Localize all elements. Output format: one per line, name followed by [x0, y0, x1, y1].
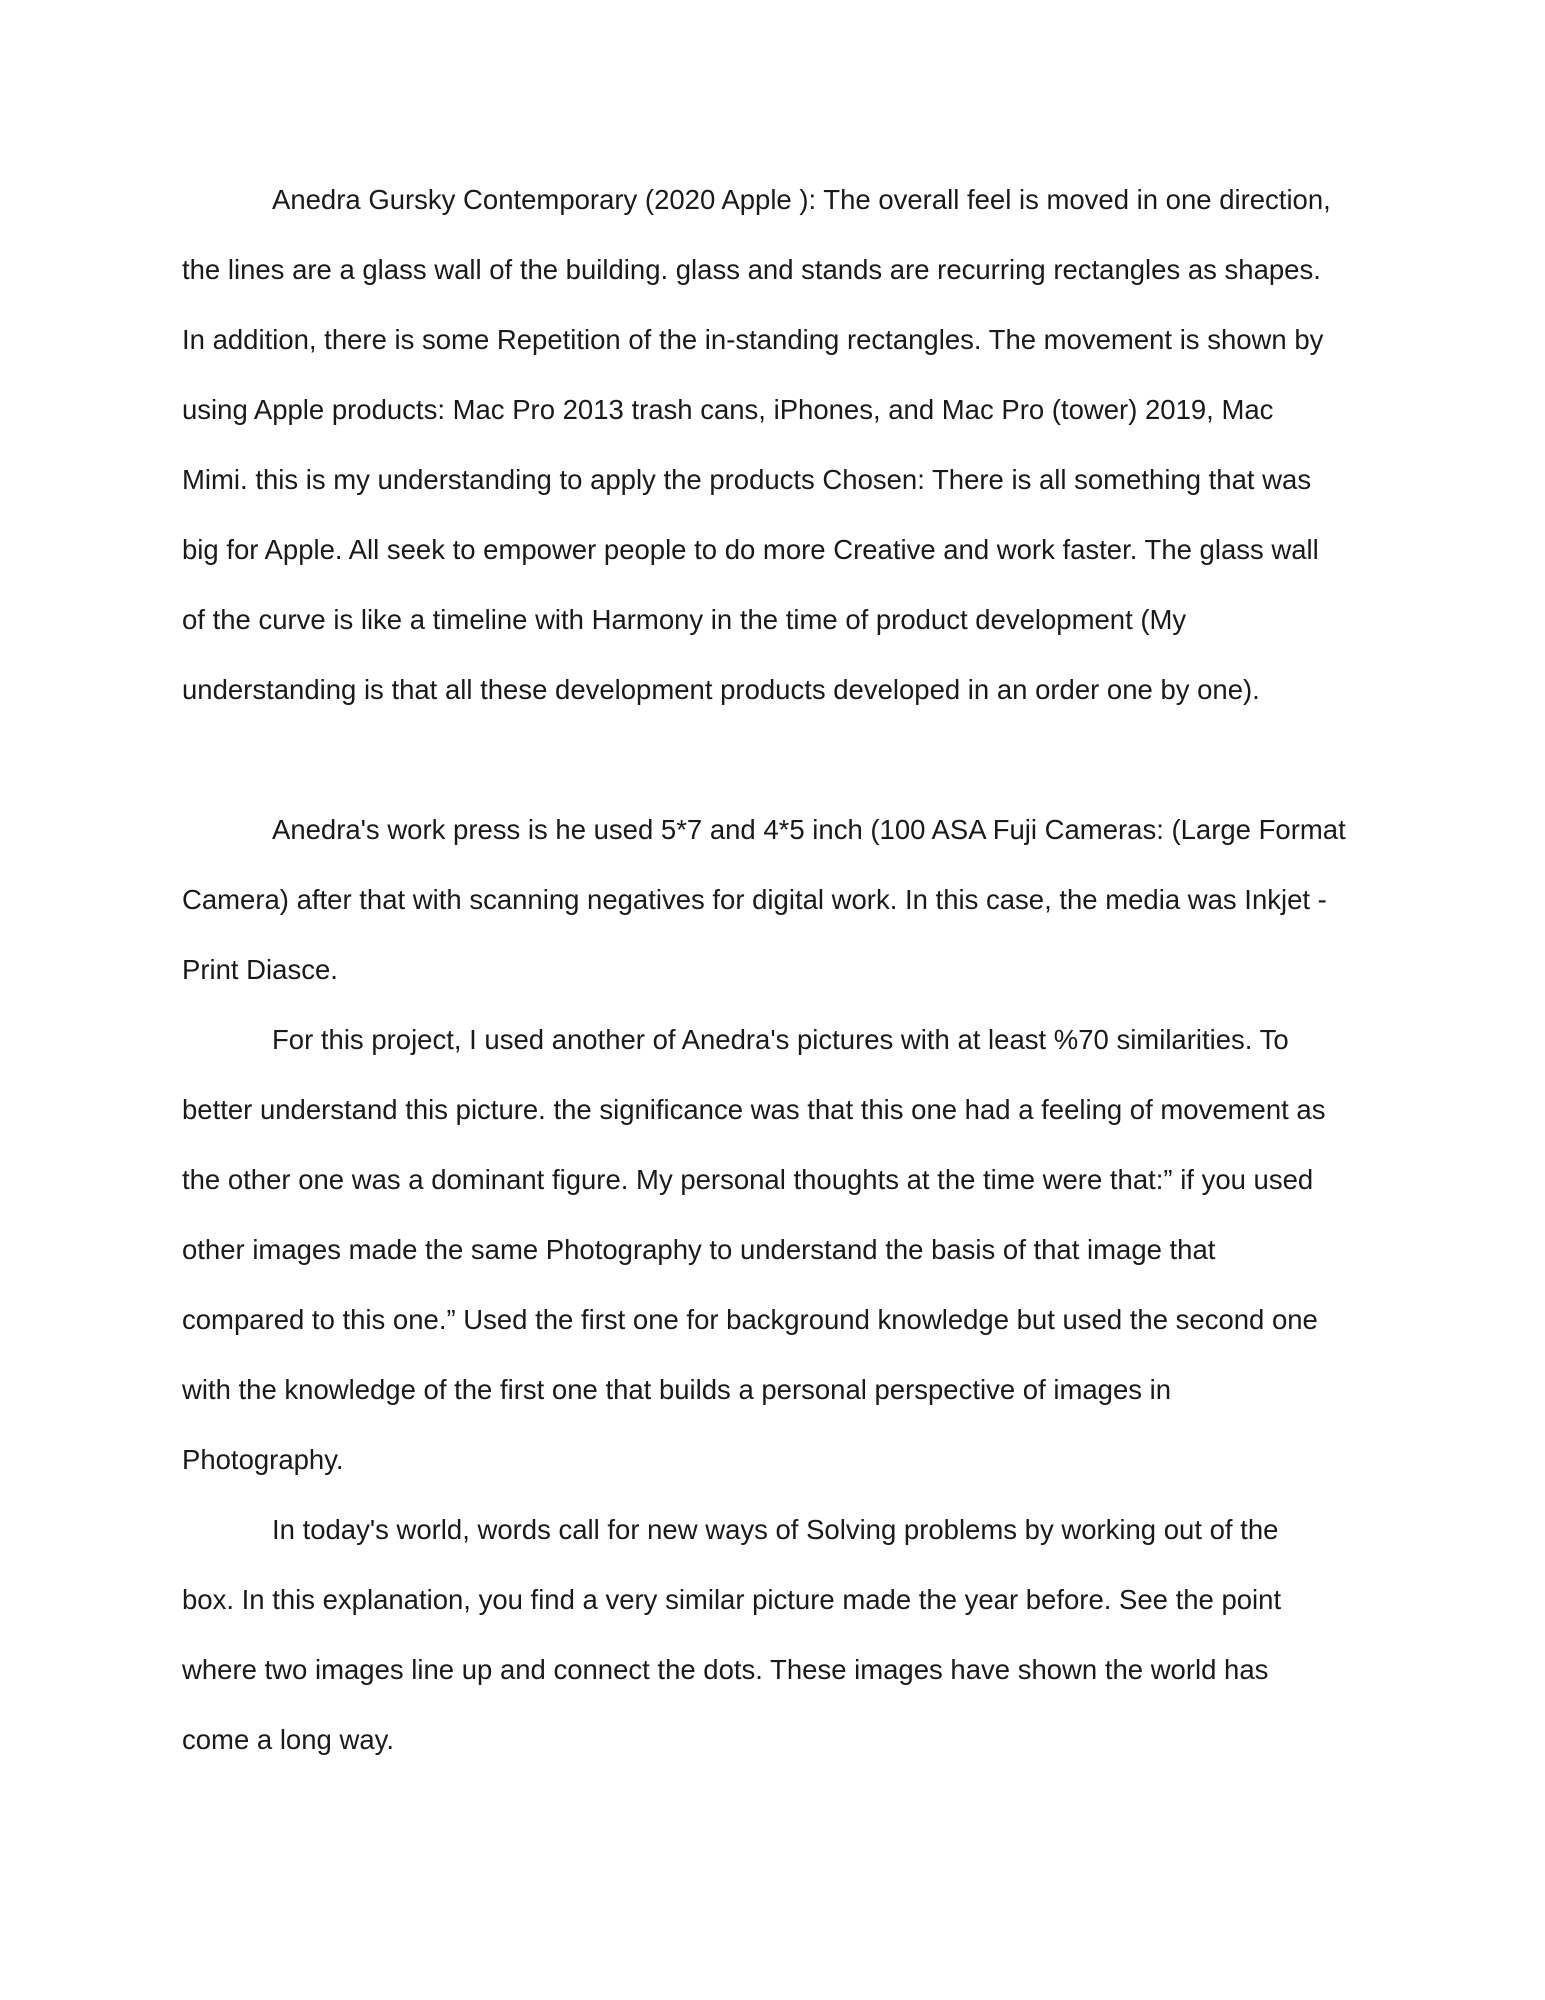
paragraph-line: For this project, I used another of Anedra's pictures with at least %70 similarities. To	[272, 1024, 1289, 1055]
paragraph-line: the other one was a dominant figure. My personal thoughts at the time were that:” if you used	[182, 1164, 1314, 1195]
paragraph-line: using Apple products: Mac Pro 2013 trash cans, iPhones, and Mac Pro (tower) 2019, Mac	[182, 394, 1274, 425]
paragraph-line: other images made the same Photography to understand the basis of that image that	[182, 1234, 1216, 1265]
paragraph-line: Mimi. this is my understanding to apply the products Chosen: There is all something that was	[182, 464, 1312, 495]
paragraph-line: box. In this explanation, you find a very similar picture made the year before. See the point	[182, 1584, 1282, 1615]
paragraph-line: Anedra Gursky Contemporary (2020 Apple ): The overall feel is moved in one direction,	[272, 184, 1331, 215]
paragraph-4	[182, 1495, 1344, 1775]
paragraph-line: Print Diasce.	[182, 954, 338, 985]
paragraph-line: of the curve is like a timeline with Harmony in the time of product development (My	[182, 604, 1187, 635]
paragraph-line: the lines are a glass wall of the building. glass and stands are recurring rectangles as shapes.	[182, 254, 1321, 285]
paragraph-2	[182, 795, 1344, 1005]
paragraph-line: Anedra's work press is he used 5*7 and 4*5 inch (100 ASA Fuji Cameras: (Large Format	[272, 814, 1346, 845]
paragraph-line: In addition, there is some Repetition of the in-standing rectangles. The movement is shown by	[182, 324, 1324, 355]
paragraph-gap	[182, 725, 1344, 795]
paragraph-1	[182, 165, 1344, 725]
paragraph-line: where two images line up and connect the dots. These images have shown the world has	[182, 1654, 1269, 1685]
paragraph-line: big for Apple. All seek to empower people to do more Creative and work faster. The glass wall	[182, 534, 1319, 565]
paragraph-line: understanding is that all these development products developed in an order one by one).	[182, 674, 1260, 705]
paragraph-line: better understand this picture. the significance was that this one had a feeling of movement as	[182, 1094, 1326, 1125]
paragraph-line: come a long way.	[182, 1724, 394, 1755]
paragraph-line: In today's world, words call for new ways of Solving problems by working out of the	[272, 1514, 1279, 1545]
paragraph-line: Photography.	[182, 1444, 344, 1475]
paragraph-line: compared to this one.” Used the first one for background knowledge but used the second one	[182, 1304, 1318, 1335]
paragraph-line: Camera) after that with scanning negatives for digital work. In this case, the media was Inkjet -	[182, 884, 1327, 915]
paragraph-line: with the knowledge of the first one that builds a personal perspective of images in	[182, 1374, 1172, 1405]
paragraph-3	[182, 1005, 1344, 1495]
document-body	[182, 165, 1344, 1775]
